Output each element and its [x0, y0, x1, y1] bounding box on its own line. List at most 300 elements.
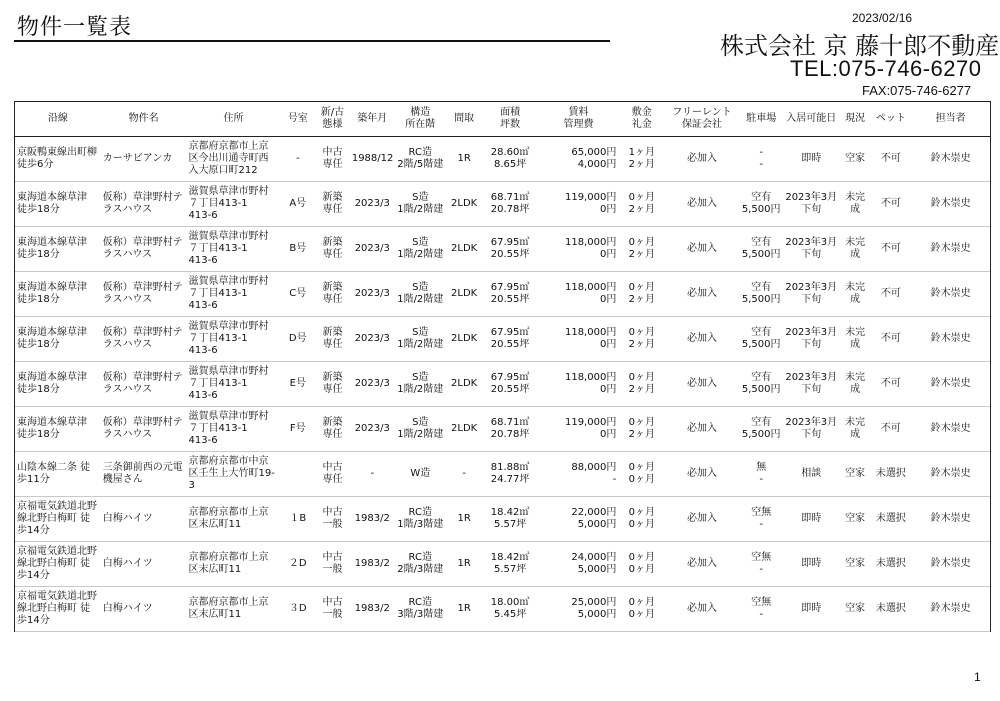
deposit-cell: 0ヶ月 [628, 327, 655, 338]
table-cell [101, 182, 187, 227]
guarantor-cell: 必加入 [687, 558, 717, 569]
route-cell: 京福電気鉄道北野線北野白梅町 徒歩14分 [17, 546, 97, 581]
table-cell [280, 362, 315, 407]
company-tel: TEL:075-746-6270 [790, 56, 982, 81]
condition-cell: 新築 [322, 237, 343, 248]
room-cell: A号 [289, 198, 307, 209]
table-cell [187, 182, 281, 227]
page-title: 物件一覧表 [17, 15, 133, 40]
table-cell [911, 182, 990, 227]
table-cell [315, 317, 350, 362]
management-fee-cell: 5,000円 [577, 564, 617, 575]
room-cell: ３D [288, 603, 307, 614]
floor-cell: 1階/2階建 [397, 339, 444, 350]
rent-cell: 88,000円 [571, 462, 617, 473]
table-cell [350, 497, 395, 542]
floor-cell: 1階/2階建 [397, 294, 444, 305]
table-cell [280, 137, 315, 182]
table-cell [664, 227, 740, 272]
tsubo-cell: 20.78坪 [490, 429, 530, 440]
route-cell: 京阪鴨東線出町柳 徒歩6分 [17, 147, 97, 170]
structure-cell: RC造 [408, 507, 432, 518]
move-in-date-cell: 即時 [801, 603, 822, 614]
management-fee-cell: 5,000円 [577, 609, 617, 620]
guarantor-cell: 必加入 [687, 378, 717, 389]
condition-cell: 中古 [322, 462, 343, 473]
table-cell [664, 317, 740, 362]
table-cell [740, 182, 783, 227]
table-cell [840, 182, 871, 227]
staff-cell: 鈴木崇史 [930, 153, 971, 164]
built-date-cell: 2023/3 [354, 333, 390, 344]
deposit-cell: 1ヶ月 [628, 147, 655, 158]
tsubo-cell: 5.57坪 [493, 564, 527, 575]
table-cell [840, 362, 871, 407]
table-cell [870, 137, 911, 182]
table-cell [840, 227, 871, 272]
staff-cell: 鈴木崇史 [930, 198, 971, 209]
table-cell [187, 587, 281, 632]
status-cell: 未完成 [845, 237, 866, 260]
layout-cell: 1R [457, 513, 471, 524]
table-cell [619, 587, 664, 632]
table-cell [280, 542, 315, 587]
table-cell [280, 317, 315, 362]
table-cell [740, 542, 783, 587]
table-cell [783, 497, 840, 542]
table-cell [395, 362, 446, 407]
table-cell [870, 227, 911, 272]
table-cell [619, 227, 664, 272]
rent-cell: 65,000円 [571, 147, 617, 158]
table-cell [783, 407, 840, 452]
management-fee-cell: 0円 [599, 294, 617, 305]
table-cell [280, 407, 315, 452]
table-cell [446, 407, 483, 452]
table-cell [446, 497, 483, 542]
table-cell [783, 542, 840, 587]
route-cell: 東海道本線草津 徒歩18分 [17, 237, 87, 260]
status-cell: 未完成 [845, 372, 866, 395]
room-cell: E号 [289, 378, 306, 389]
table-cell [911, 227, 990, 272]
table-cell [350, 182, 395, 227]
mediation-mode-cell: 専任 [322, 249, 343, 260]
column-header-label: 沿線 [47, 113, 68, 124]
tsubo-cell: 20.78坪 [490, 204, 530, 215]
table-cell [619, 407, 664, 452]
table-cell [15, 542, 101, 587]
area-cell: 67.95㎡ [490, 372, 530, 383]
column-header [446, 102, 483, 137]
floor-cell: 3階/3階建 [397, 609, 444, 620]
table-cell [101, 227, 187, 272]
table-cell [315, 137, 350, 182]
table-cell [538, 452, 620, 497]
guarantor-cell: 必加入 [687, 243, 717, 254]
floor-cell: 1階/2階建 [397, 204, 444, 215]
key-money-cell: 0ヶ月 [628, 474, 655, 485]
move-in-date-cell: 2023年3月下旬 [785, 192, 838, 215]
table-cell [538, 497, 620, 542]
pet-cell: 不可 [880, 378, 901, 389]
layout-cell: 2LDK [451, 333, 478, 344]
property-table [15, 102, 990, 632]
structure-cell: S造 [412, 237, 429, 248]
structure-cell: RC造 [408, 552, 432, 563]
table-cell [870, 182, 911, 227]
move-in-date-cell: 即時 [801, 558, 822, 569]
table-cell [395, 407, 446, 452]
pet-cell: 不可 [880, 333, 901, 344]
column-header-label: 入居可能日 [786, 113, 837, 124]
table-cell [483, 542, 538, 587]
move-in-date-cell: 相談 [801, 468, 822, 479]
table-cell [15, 407, 101, 452]
table-cell [446, 542, 483, 587]
table-cell [15, 452, 101, 497]
parking-fee-cell: - [759, 474, 764, 485]
staff-cell: 鈴木崇史 [930, 333, 971, 344]
address-cell: 滋賀県草津市野村７丁目413-1 413-6 [188, 231, 269, 266]
table-cell [664, 497, 740, 542]
table-cell [783, 362, 840, 407]
table-cell [740, 227, 783, 272]
column-header [740, 102, 783, 137]
column-header-label: 現況 [845, 113, 866, 124]
deposit-cell: 0ヶ月 [628, 237, 655, 248]
status-cell: 空家 [845, 468, 866, 479]
table-row [15, 137, 990, 182]
parking-cell: 空有 [751, 327, 772, 338]
mediation-mode-cell: 一般 [322, 609, 343, 620]
mediation-mode-cell: 専任 [322, 294, 343, 305]
guarantor-cell: 必加入 [687, 513, 717, 524]
guarantor-cell: 必加入 [687, 603, 717, 614]
table-cell [740, 452, 783, 497]
layout-cell: 2LDK [451, 423, 478, 434]
key-money-cell: 0ヶ月 [628, 519, 655, 530]
guarantor-cell: 必加入 [687, 288, 717, 299]
status-cell: 空家 [845, 603, 866, 614]
mediation-mode-cell: 専任 [322, 474, 343, 485]
table-cell [350, 542, 395, 587]
table-cell [101, 497, 187, 542]
pet-cell: 不可 [880, 153, 901, 164]
route-cell: 東海道本線草津 徒歩18分 [17, 282, 87, 305]
column-header [538, 102, 620, 137]
parking-fee-cell: - [759, 159, 764, 170]
property-name-cell: 白梅ハイツ [102, 558, 153, 569]
mediation-mode-cell: 専任 [322, 384, 343, 395]
table-cell [783, 452, 840, 497]
table-cell [350, 272, 395, 317]
table-cell [280, 272, 315, 317]
table-body [15, 137, 990, 632]
mediation-mode-cell: 専任 [322, 429, 343, 440]
layout-cell: 1R [457, 558, 471, 569]
column-header [483, 102, 538, 137]
parking-fee-cell: 5,500円 [741, 384, 781, 395]
tsubo-cell: 5.57坪 [493, 519, 527, 530]
table-cell [870, 317, 911, 362]
mediation-mode-cell: 一般 [322, 564, 343, 575]
table-row [15, 407, 990, 452]
deposit-cell: 0ヶ月 [628, 507, 655, 518]
page-number: 1 [974, 670, 981, 684]
table-cell [446, 317, 483, 362]
address-cell: 滋賀県草津市野村７丁目413-1 413-6 [188, 411, 269, 446]
condition-cell: 中古 [322, 597, 343, 608]
table-cell [15, 587, 101, 632]
column-header-label: 間取 [454, 113, 475, 124]
table-cell [101, 542, 187, 587]
management-fee-cell: 4,000円 [577, 159, 617, 170]
parking-fee-cell: 5,500円 [741, 339, 781, 350]
floor-cell: 2階/5階建 [397, 159, 444, 170]
table-cell [840, 452, 871, 497]
parking-fee-cell: - [759, 519, 764, 530]
guarantor-cell: 必加入 [687, 198, 717, 209]
tsubo-cell: 8.65坪 [493, 159, 527, 170]
condition-cell: 中古 [322, 147, 343, 158]
management-fee-cell: - [612, 474, 617, 485]
parking-cell: 空無 [751, 597, 772, 608]
key-money-cell: 0ヶ月 [628, 609, 655, 620]
column-header [395, 102, 446, 137]
table-cell [619, 362, 664, 407]
column-header-label: 構造 [410, 107, 431, 118]
floor-cell: 1階/3階建 [397, 519, 444, 530]
table-cell [538, 407, 620, 452]
table-cell [187, 407, 281, 452]
management-fee-cell: 5,000円 [577, 519, 617, 530]
mediation-mode-cell: 一般 [322, 519, 343, 530]
guarantor-cell: 必加入 [687, 468, 717, 479]
column-header [911, 102, 990, 137]
route-cell: 京福電気鉄道北野線北野白梅町 徒歩14分 [17, 591, 97, 626]
mediation-mode-cell: 専任 [322, 204, 343, 215]
table-cell [664, 452, 740, 497]
table-cell [101, 407, 187, 452]
table-cell [783, 227, 840, 272]
table-cell [315, 587, 350, 632]
mediation-mode-cell: 専任 [322, 339, 343, 350]
built-date-cell: 1988/12 [351, 153, 394, 164]
key-money-cell: 2ヶ月 [628, 204, 655, 215]
property-name-cell: 白梅ハイツ [102, 513, 153, 524]
rent-cell: 118,000円 [564, 282, 617, 293]
table-cell [619, 317, 664, 362]
tsubo-cell: 5.45坪 [493, 609, 527, 620]
column-header-sublabel: 保証会社 [682, 119, 722, 130]
condition-cell: 中古 [322, 552, 343, 563]
table-cell [483, 227, 538, 272]
status-cell: 空家 [845, 513, 866, 524]
table-cell [740, 587, 783, 632]
table-row [15, 362, 990, 407]
table-cell [187, 362, 281, 407]
table-cell [538, 182, 620, 227]
column-header [664, 102, 740, 137]
pet-cell: 不可 [880, 288, 901, 299]
built-date-cell: 2023/3 [354, 198, 390, 209]
area-cell: 67.95㎡ [490, 282, 530, 293]
address-cell: 滋賀県草津市野村７丁目413-1 413-6 [188, 366, 269, 401]
layout-cell: 2LDK [451, 288, 478, 299]
table-row [15, 182, 990, 227]
parking-fee-cell: 5,500円 [741, 204, 781, 215]
table-cell [187, 542, 281, 587]
table-cell [446, 272, 483, 317]
table-cell [101, 317, 187, 362]
table-cell [911, 542, 990, 587]
table-cell [840, 137, 871, 182]
table-header-row [15, 102, 990, 137]
column-header-label: ペット [875, 113, 906, 124]
parking-cell: 空有 [751, 372, 772, 383]
address-cell: 京都府京都市中京区壬生上大竹町19-3 [188, 456, 275, 491]
area-cell: 68.71㎡ [490, 417, 530, 428]
table-cell [664, 272, 740, 317]
table-cell [783, 272, 840, 317]
table-cell [619, 137, 664, 182]
column-header-label: 住所 [223, 113, 244, 124]
route-cell: 東海道本線草津 徒歩18分 [17, 372, 87, 395]
table-cell [15, 182, 101, 227]
table-cell [911, 452, 990, 497]
structure-cell: S造 [412, 192, 429, 203]
table-cell [911, 272, 990, 317]
table-cell [395, 542, 446, 587]
table-cell [483, 137, 538, 182]
column-header-label: 駐車場 [746, 113, 777, 124]
staff-cell: 鈴木崇史 [930, 468, 971, 479]
key-money-cell: 2ヶ月 [628, 339, 655, 350]
document-date: 2023/02/16 [852, 11, 913, 25]
guarantor-cell: 必加入 [687, 423, 717, 434]
table-cell [350, 362, 395, 407]
address-cell: 京都府京都市上京区末広町11 [188, 552, 269, 575]
table-cell [101, 137, 187, 182]
area-cell: 67.95㎡ [490, 327, 530, 338]
table-cell [280, 452, 315, 497]
table-cell [538, 317, 620, 362]
property-name-cell: 三条御前西の元電機屋さん [102, 462, 183, 485]
route-cell: 東海道本線草津 徒歩18分 [17, 192, 87, 215]
property-name-cell: 仮称）草津野村テラスハウス [102, 372, 183, 395]
route-cell: 京福電気鉄道北野線北野白梅町 徒歩14分 [17, 501, 97, 536]
pet-cell: 不可 [880, 198, 901, 209]
room-cell: B号 [289, 243, 307, 254]
staff-cell: 鈴木崇史 [930, 288, 971, 299]
built-date-cell: 1983/2 [354, 558, 390, 569]
layout-cell: 2LDK [451, 378, 478, 389]
table-cell [350, 137, 395, 182]
condition-cell: 新築 [322, 417, 343, 428]
address-cell: 京都府京都市上京区末広町11 [188, 507, 269, 530]
table-cell [538, 362, 620, 407]
table-cell [664, 137, 740, 182]
column-header [840, 102, 871, 137]
key-money-cell: 2ヶ月 [628, 294, 655, 305]
property-name-cell: カーサビアンカ [102, 153, 173, 164]
management-fee-cell: 0円 [599, 429, 617, 440]
built-date-cell: 2023/3 [354, 378, 390, 389]
address-cell: 滋賀県草津市野村７丁目413-1 413-6 [188, 276, 269, 311]
table-cell [783, 587, 840, 632]
table-cell [187, 227, 281, 272]
table-cell [911, 407, 990, 452]
table-cell [740, 362, 783, 407]
parking-cell: 無 [756, 462, 767, 473]
condition-cell: 新築 [322, 372, 343, 383]
table-cell [187, 452, 281, 497]
table-cell [483, 317, 538, 362]
table-cell [783, 182, 840, 227]
parking-cell: 空無 [751, 552, 772, 563]
tsubo-cell: 24.77坪 [490, 474, 530, 485]
rent-cell: 24,000円 [571, 552, 617, 563]
company-fax: FAX:075-746-6277 [862, 83, 972, 98]
status-cell: 未完成 [845, 327, 866, 350]
table-cell [538, 137, 620, 182]
tsubo-cell: 20.55坪 [490, 339, 530, 350]
table-row [15, 542, 990, 587]
move-in-date-cell: 即時 [801, 513, 822, 524]
area-cell: 28.60㎡ [490, 147, 530, 158]
column-header [280, 102, 315, 137]
area-cell: 68.71㎡ [490, 192, 530, 203]
area-cell: 81.88㎡ [490, 462, 530, 473]
column-header [350, 102, 395, 137]
column-header [187, 102, 281, 137]
table-cell [783, 137, 840, 182]
column-header-sublabel: 坪数 [500, 119, 521, 130]
property-table-frame [14, 101, 991, 632]
table-cell [740, 137, 783, 182]
rent-cell: 25,000円 [571, 597, 617, 608]
table-cell [187, 497, 281, 542]
property-name-cell: 仮称）草津野村テラスハウス [102, 417, 183, 440]
table-cell [538, 587, 620, 632]
layout-cell: 1R [457, 603, 471, 614]
floor-cell: 2階/3階建 [397, 564, 444, 575]
room-cell: ２D [288, 558, 307, 569]
property-name-cell: 仮称）草津野村テラスハウス [102, 237, 183, 260]
parking-fee-cell: 5,500円 [741, 429, 781, 440]
management-fee-cell: 0円 [599, 204, 617, 215]
property-name-cell: 仮称）草津野村テラスハウス [102, 327, 183, 350]
column-header-sublabel: 礼金 [631, 119, 652, 130]
move-in-date-cell: 2023年3月下旬 [785, 282, 838, 305]
table-cell [446, 137, 483, 182]
table-cell [870, 407, 911, 452]
table-cell [870, 542, 911, 587]
parking-cell: - [759, 147, 764, 158]
parking-fee-cell: 5,500円 [741, 294, 781, 305]
rent-cell: 119,000円 [564, 417, 617, 428]
area-cell: 67.95㎡ [490, 237, 530, 248]
address-cell: 京都府京都市上京区今出川通寺町西入大原口町212 [188, 141, 269, 176]
table-row [15, 272, 990, 317]
table-cell [350, 227, 395, 272]
address-cell: 京都府京都市上京区末広町11 [188, 597, 269, 620]
deposit-cell: 0ヶ月 [628, 462, 655, 473]
built-date-cell: 2023/3 [354, 423, 390, 434]
table-cell [483, 182, 538, 227]
tsubo-cell: 20.55坪 [490, 384, 530, 395]
